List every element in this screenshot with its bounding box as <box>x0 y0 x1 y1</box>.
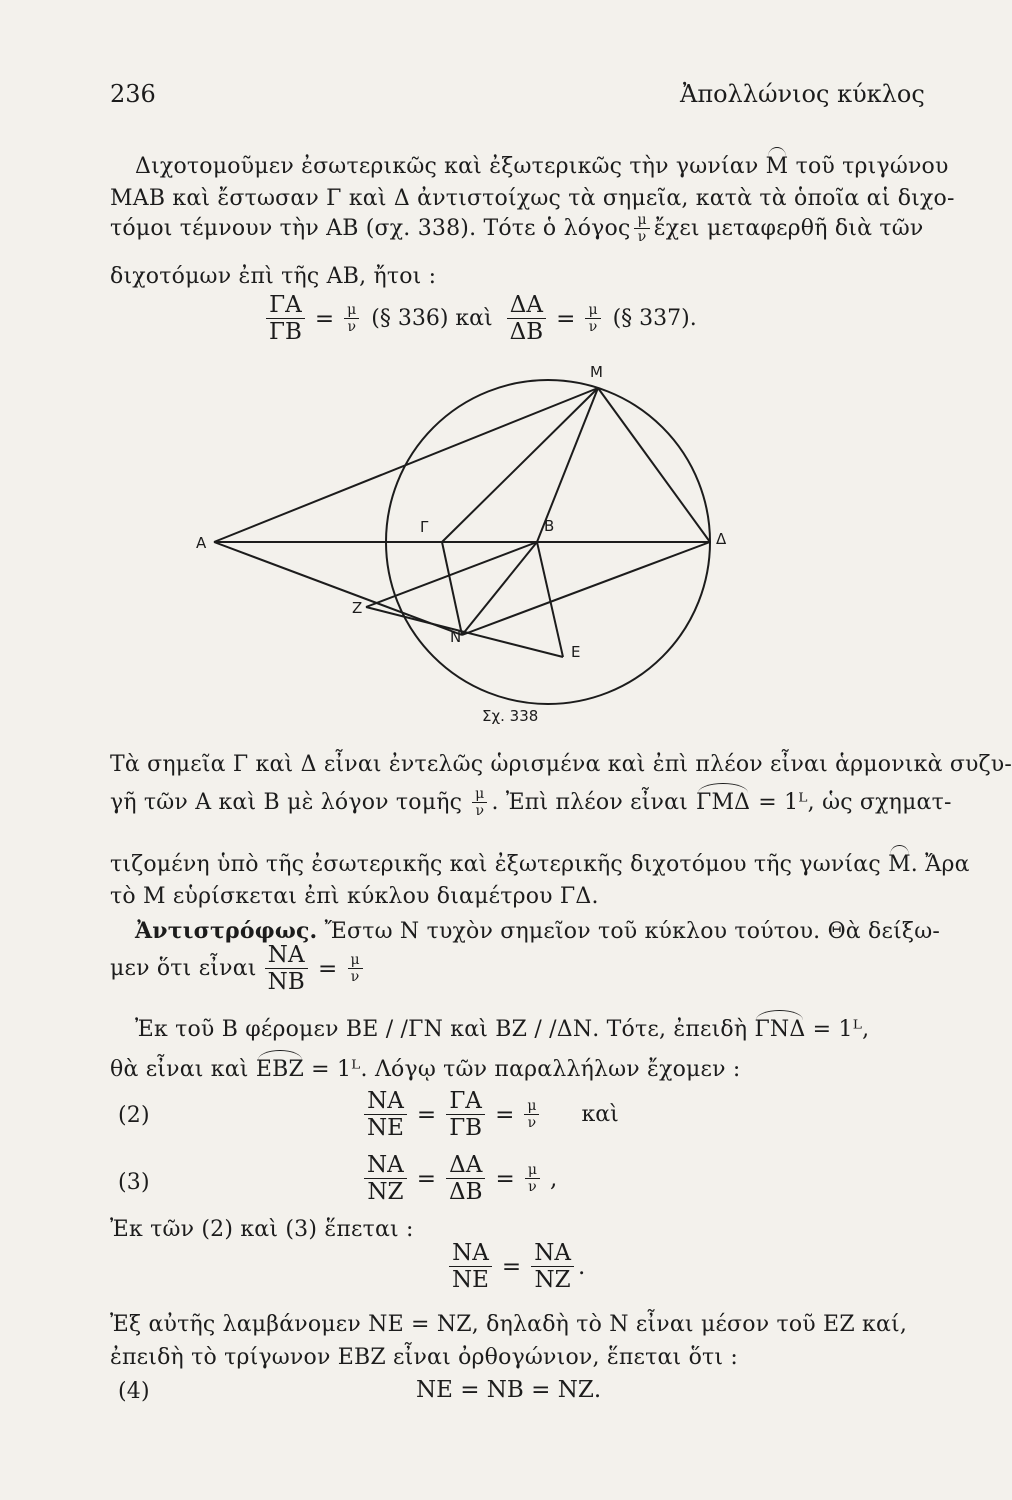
paragraph-2-line-2: γῆ τῶν Α καὶ Β μὲ λόγον τομῆς $\frac{\mu}{\nu}$ . Ἐπὶ πλέον εἶναι ΓΜΔ = 1ᴸ, ὡς σχηματ- <box>110 786 952 820</box>
equation-4: ΝΕ = ΝΒ = ΝΖ. <box>416 1377 602 1403</box>
eq4-label: (4) <box>118 1379 150 1404</box>
angle-GND: ΓΝΔ <box>754 1017 806 1042</box>
angle-EBZ: ΕΒΖ <box>255 1057 304 1082</box>
paragraph-1-line-4: διχοτόμων ἐπὶ τῆς ΑΒ, ἤτοι : <box>110 264 437 289</box>
frac-NA-NB: $\frac{NA}{NB}$ <box>265 942 308 996</box>
label-Z: Ζ <box>352 599 363 617</box>
conclusion-line-2: ἐπειδὴ τὸ τρίγωνον ΕΒΖ εἶναι ὀρθογώνιον, ἕπεται ὅτι : <box>110 1345 739 1370</box>
paragraph-1-line-2: ΜΑΒ καὶ ἔστωσαν Γ καὶ Δ ἀντιστοίχως τὰ σημεῖα, κατὰ τὰ ὁποῖα αἱ διχο- <box>110 186 955 211</box>
label-E: Ε <box>571 643 581 661</box>
formula-336-337: $\frac{\Gamma A}{\Gamma B}$ = $\frac{\mu}{\nu}$ (§ 336) καὶ $\frac{\Delta A}{\Delta B}$ = $\frac{\mu}{\nu}$ (§ 337). <box>262 292 697 346</box>
figure-caption: Σχ. 338 <box>482 707 539 725</box>
paragraph-2-line-3: τιζομένη ὑπὸ τῆς ἐσωτερικῆς καὶ ἐξωτερικῆς διχοτόμου τῆς γωνίας Μ. Ἄρα <box>110 852 970 877</box>
eq3-label: (3) <box>118 1170 150 1195</box>
frac-GA-GB: $\frac{\Gamma A}{\Gamma B}$ <box>266 292 305 346</box>
construction-line: Ἐκ τοῦ Β φέρομεν ΒΕ / /ΓΝ καὶ ΒΖ / /ΔΝ. Τότε, ἐπειδὴ ΓΝΔ = 1ᴸ, <box>135 1017 870 1042</box>
equation-2: $\frac{NA}{NE}$ = $\frac{\Gamma A}{\Gamma B}$ = $\frac{\mu}{\nu}$ καὶ <box>360 1088 619 1142</box>
paragraph-2-line-4: τὸ Μ εὑρίσκεται ἐπὶ κύκλου διαμέτρου ΓΔ. <box>110 884 599 909</box>
ratio-mu-nu: $\frac{\mu}{\nu}$ <box>634 212 649 245</box>
label-G: Γ <box>420 518 429 536</box>
paragraph-2-line-1: Τὰ σημεῖα Γ καὶ Δ εἶναι ἐντελῶς ὡρισμένα καὶ ἐπὶ πλέον εἶναι ἁρμονικὰ συζυ- <box>110 752 1012 777</box>
conclusion-line-1: Ἐξ αὐτῆς λαμβάνομεν ΝΕ = ΝΖ, δηλαδὴ τὸ Ν εἶναι μέσον τοῦ ΕΖ καί, <box>110 1312 908 1337</box>
bisector-MG <box>442 388 598 542</box>
angle-GMD: ΓΜΔ <box>695 790 751 816</box>
label-N: Ν <box>450 628 462 646</box>
frac-DA-DB: $\frac{\Delta A}{\Delta B}$ <box>507 292 547 346</box>
paragraph-1-line-1: Διχοτομοῦμεν ἐσωτερικῶς καὶ ἐξωτερικῶς τὴν γωνίαν Μ τοῦ τριγώνου <box>135 154 949 179</box>
angle-M-2: Μ <box>888 852 911 877</box>
figure-338 <box>190 355 790 755</box>
eq2-label: (2) <box>118 1103 150 1128</box>
from-2-and-3: Ἐκ τῶν (2) καὶ (3) ἕπεται : <box>110 1217 414 1242</box>
parallels-line: θὰ εἶναι καὶ ΕΒΖ = 1ᴸ. Λόγῳ τῶν παραλλήλων ἔχομεν : <box>110 1057 741 1082</box>
label-M: Μ <box>590 363 603 381</box>
running-title: Ἀπολλώνιος κύκλος <box>680 80 925 108</box>
page-number: 236 <box>110 80 156 108</box>
segment-ZE <box>366 607 563 657</box>
segment-GN <box>442 542 462 635</box>
equation-3: $\frac{NA}{NZ}$ = $\frac{\Delta A}{\Delta B}$ = $\frac{\mu}{\nu}$ , <box>360 1152 557 1206</box>
converse-line-2: μεν ὅτι εἶναι $\frac{NA}{NB}$ = $\frac{\mu}{\nu}$ <box>110 942 367 996</box>
bisector-MD <box>598 388 710 542</box>
label-A: Α <box>196 534 207 552</box>
paragraph-1-line-3: τόμοι τέμνουν τὴν ΑΒ (σχ. 338). Τότε ὁ λόγος $\frac{\mu}{\nu}$ ἔχει μεταφερθῆ διὰ τῶν <box>110 212 924 246</box>
segment-MA <box>214 388 598 542</box>
label-D: Δ <box>716 530 727 548</box>
equation-NE-NZ: $\frac{NA}{NE}$ = $\frac{NA}{NZ}$ . <box>445 1240 585 1294</box>
label-B: Β <box>544 517 555 535</box>
converse-line-1: Ἀντιστρόφως. Ἔστω Ν τυχὸν σημεῖον τοῦ κύκλου τούτου. Θὰ δείξω- <box>135 918 941 944</box>
angle-M: Μ <box>765 154 789 179</box>
